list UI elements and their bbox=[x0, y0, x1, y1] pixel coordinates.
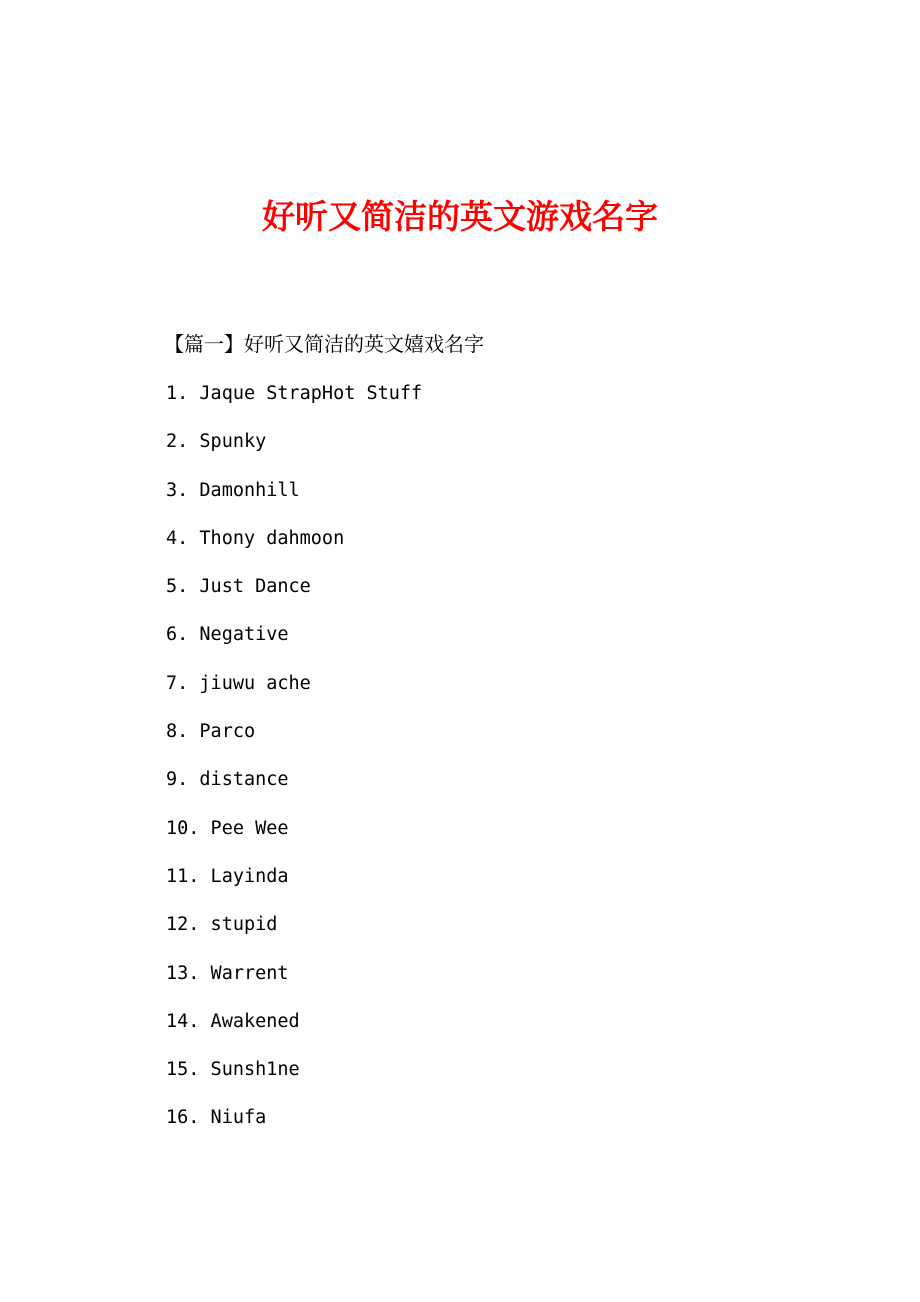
list-item: 1. Jaque StrapHot Stuff bbox=[166, 383, 423, 404]
list-item: 12. stupid bbox=[166, 914, 278, 936]
name-list bbox=[166, 380, 422, 1153]
document-title: 好听又简洁的英文游戏名字 bbox=[262, 197, 658, 236]
list-item: 16. Niufa bbox=[166, 1107, 267, 1129]
list-item: 6. Negative bbox=[166, 624, 289, 646]
list-item: 13. Warrent bbox=[166, 962, 289, 984]
list-item: 4. Thony dahmoon bbox=[166, 527, 345, 549]
list-item: 3. Damonhill bbox=[166, 479, 300, 501]
list-item: 7. jiuwu ache bbox=[166, 672, 311, 694]
list-item: 2. Spunky bbox=[166, 431, 267, 453]
list-item: 15. Sunsh1ne bbox=[166, 1059, 300, 1081]
section-heading: 【篇一】好听又简洁的英文嬉戏名字 bbox=[164, 332, 484, 356]
list-item: 14. Awakened bbox=[166, 1010, 300, 1032]
list-item: 10. Pee Wee bbox=[166, 817, 289, 839]
list-item: 5. Just Dance bbox=[166, 576, 311, 598]
list-item: 9. distance bbox=[166, 769, 289, 791]
list-item: 8. Parco bbox=[166, 721, 256, 743]
list-item: 11. Layinda bbox=[166, 865, 289, 887]
